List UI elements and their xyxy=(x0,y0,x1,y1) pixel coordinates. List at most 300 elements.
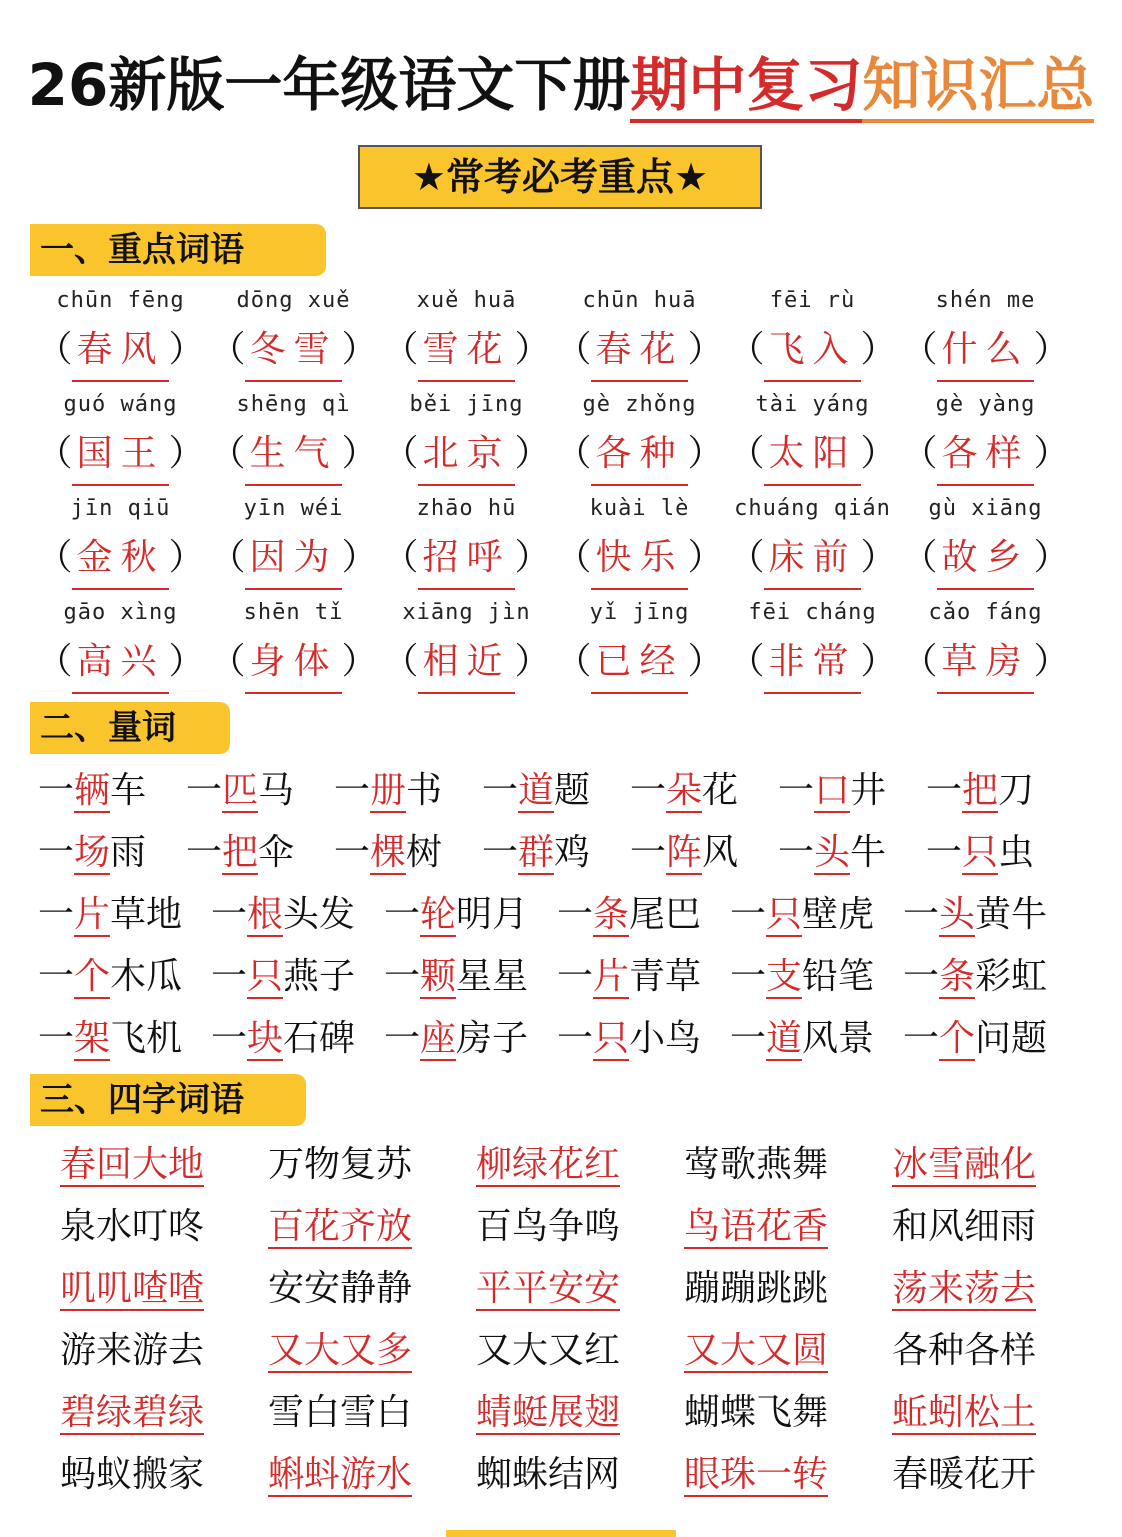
idiom-word: 又大又多 xyxy=(268,1330,413,1371)
paren-left: （ xyxy=(36,537,73,578)
measure-word: 个 xyxy=(74,956,111,997)
measure-noun: 牛 xyxy=(850,832,887,873)
measure-item xyxy=(186,822,334,884)
measure-item xyxy=(38,760,186,822)
four-char-words-grid xyxy=(60,1134,1120,1506)
measure-item xyxy=(384,946,557,1008)
word-answer: 因为 xyxy=(245,528,341,590)
measure-words-list xyxy=(38,760,1098,1070)
idiom-cell xyxy=(892,1134,1100,1196)
word-cell xyxy=(899,386,1072,490)
measure-word: 群 xyxy=(518,832,555,873)
measure-prefix: 一 xyxy=(903,956,940,997)
word-cell xyxy=(553,282,726,386)
measure-item xyxy=(186,760,334,822)
paren-left: （ xyxy=(36,433,73,474)
measure-row xyxy=(38,946,1098,1008)
idiom-word: 蜻蜓展翅 xyxy=(476,1392,621,1433)
measure-prefix: 一 xyxy=(186,770,223,811)
measure-word: 阵 xyxy=(666,832,703,873)
measure-word: 个 xyxy=(939,1018,976,1059)
measure-noun: 问题 xyxy=(975,1018,1048,1059)
word-line xyxy=(553,632,726,692)
pinyin-label: gāo xìng xyxy=(63,600,178,625)
word-cell xyxy=(553,594,726,698)
measure-item xyxy=(630,760,778,822)
measure-word: 只 xyxy=(593,1018,630,1059)
word-line xyxy=(726,632,899,692)
measure-word: 片 xyxy=(74,894,111,935)
pinyin-label: gè yàng xyxy=(935,392,1036,417)
pinyin-label: yǐ jīng xyxy=(589,600,690,625)
idiom-cell xyxy=(268,1320,476,1382)
paren-right: ） xyxy=(514,329,551,370)
word-cell xyxy=(899,594,1072,698)
word-cell xyxy=(34,594,207,698)
idiom-cell xyxy=(684,1320,892,1382)
word-answer: 已经 xyxy=(591,632,687,694)
measure-noun: 风 xyxy=(702,832,739,873)
idiom-cell xyxy=(684,1382,892,1444)
measure-prefix: 一 xyxy=(38,770,75,811)
paren-left: （ xyxy=(36,641,73,682)
pinyin-label: dōng xuě xyxy=(236,288,351,313)
word-line xyxy=(726,424,899,484)
word-line xyxy=(726,528,899,588)
title-part1: 26新版一年级语文下册 xyxy=(27,51,631,119)
idiom-row xyxy=(60,1382,1120,1444)
word-line xyxy=(34,320,207,380)
idiom-word: 安安静静 xyxy=(268,1268,413,1309)
word-line xyxy=(899,632,1072,692)
section2-heading: 二、量词 xyxy=(30,702,230,754)
measure-word: 支 xyxy=(766,956,803,997)
idiom-cell xyxy=(892,1382,1100,1444)
measure-item xyxy=(38,1008,211,1070)
word-line xyxy=(380,424,553,484)
paren-right: ） xyxy=(1033,641,1070,682)
paren-right: ） xyxy=(168,641,205,682)
word-answer: 北京 xyxy=(418,424,514,486)
paren-right: ） xyxy=(514,537,551,578)
measure-noun: 书 xyxy=(406,770,443,811)
measure-row xyxy=(38,884,1098,946)
measure-row xyxy=(38,1008,1098,1070)
pinyin-label: gù xiāng xyxy=(928,496,1043,521)
measure-noun: 鸡 xyxy=(554,832,591,873)
idiom-cell xyxy=(476,1196,684,1258)
measure-noun: 伞 xyxy=(258,832,295,873)
idiom-row xyxy=(60,1134,1120,1196)
paren-right: ） xyxy=(341,641,378,682)
paren-left: （ xyxy=(382,641,419,682)
measure-noun: 黄牛 xyxy=(975,894,1048,935)
measure-noun: 车 xyxy=(110,770,147,811)
measure-prefix: 一 xyxy=(903,1018,940,1059)
word-row xyxy=(34,490,1094,594)
word-line xyxy=(34,632,207,692)
paren-right: ） xyxy=(860,433,897,474)
measure-noun: 石碑 xyxy=(283,1018,356,1059)
measure-word: 只 xyxy=(962,832,999,873)
word-answer: 春花 xyxy=(591,320,687,382)
measure-noun: 头发 xyxy=(283,894,356,935)
idiom-row xyxy=(60,1444,1120,1506)
idiom-word: 游来游去 xyxy=(60,1330,205,1371)
measure-word: 匹 xyxy=(222,770,259,811)
measure-item xyxy=(334,760,482,822)
measure-prefix: 一 xyxy=(38,1018,75,1059)
measure-noun: 虫 xyxy=(998,832,1035,873)
word-answer: 国王 xyxy=(72,424,168,486)
measure-prefix: 一 xyxy=(557,1018,594,1059)
pinyin-label: shén me xyxy=(935,288,1036,313)
idiom-cell xyxy=(476,1258,684,1320)
word-cell xyxy=(207,282,380,386)
measure-item xyxy=(903,946,1076,1008)
word-line xyxy=(899,528,1072,588)
idiom-cell xyxy=(684,1444,892,1506)
paren-left: （ xyxy=(901,329,938,370)
idiom-word: 各种各样 xyxy=(892,1330,1037,1371)
idiom-cell xyxy=(892,1320,1100,1382)
word-cell xyxy=(553,490,726,594)
pinyin-label: cǎo fáng xyxy=(928,600,1043,625)
key-points-badge: ★常考必考重点★ xyxy=(358,145,762,209)
measure-word: 轮 xyxy=(420,894,457,935)
word-answer: 草房 xyxy=(937,632,1033,694)
measure-prefix: 一 xyxy=(926,832,963,873)
measure-word: 头 xyxy=(939,894,976,935)
word-line xyxy=(899,424,1072,484)
paren-right: ） xyxy=(514,641,551,682)
word-answer: 生气 xyxy=(245,424,341,486)
pinyin-label: jīn qiū xyxy=(70,496,171,521)
measure-prefix: 一 xyxy=(211,894,248,935)
measure-row xyxy=(38,760,1098,822)
idiom-word: 叽叽喳喳 xyxy=(60,1268,205,1309)
paren-right: ） xyxy=(860,537,897,578)
paren-right: ） xyxy=(168,433,205,474)
pinyin-label: fēi cháng xyxy=(748,600,877,625)
word-cell xyxy=(207,594,380,698)
measure-noun: 刀 xyxy=(998,770,1035,811)
idiom-word: 蜘蛛结网 xyxy=(476,1454,621,1495)
word-cell xyxy=(553,386,726,490)
idiom-cell xyxy=(476,1444,684,1506)
paren-left: （ xyxy=(555,641,592,682)
measure-item xyxy=(211,1008,384,1070)
measure-item xyxy=(903,884,1076,946)
idiom-word: 冰雪融化 xyxy=(892,1144,1037,1185)
pinyin-label: fēi rù xyxy=(769,288,856,313)
pinyin-label: guó wáng xyxy=(63,392,178,417)
measure-word: 道 xyxy=(766,1018,803,1059)
pinyin-label: xiāng jìn xyxy=(402,600,531,625)
measure-prefix: 一 xyxy=(778,770,815,811)
measure-item xyxy=(630,822,778,884)
measure-word: 块 xyxy=(247,1018,284,1059)
measure-item xyxy=(482,822,630,884)
paren-right: ） xyxy=(687,537,724,578)
word-answer: 故乡 xyxy=(937,528,1033,590)
word-answer: 各样 xyxy=(937,424,1033,486)
measure-prefix: 一 xyxy=(557,956,594,997)
word-cell xyxy=(899,490,1072,594)
measure-prefix: 一 xyxy=(211,956,248,997)
idiom-cell xyxy=(268,1444,476,1506)
word-row xyxy=(34,594,1094,698)
measure-noun: 马 xyxy=(258,770,295,811)
measure-noun: 壁虎 xyxy=(802,894,875,935)
measure-prefix: 一 xyxy=(211,1018,248,1059)
measure-word: 条 xyxy=(939,956,976,997)
paren-right: ） xyxy=(860,329,897,370)
idiom-cell xyxy=(684,1134,892,1196)
word-cell xyxy=(34,282,207,386)
idiom-word: 泉水叮咚 xyxy=(60,1206,205,1247)
word-cell xyxy=(726,594,899,698)
word-answer: 飞入 xyxy=(764,320,860,382)
idiom-cell xyxy=(60,1196,268,1258)
measure-item xyxy=(778,822,926,884)
measure-prefix: 一 xyxy=(334,832,371,873)
word-cell xyxy=(380,594,553,698)
word-answer: 什么 xyxy=(937,320,1033,382)
idiom-word: 又大又圆 xyxy=(684,1330,829,1371)
measure-item xyxy=(926,760,1074,822)
word-line xyxy=(380,528,553,588)
idiom-word: 平平安安 xyxy=(476,1268,621,1309)
measure-prefix: 一 xyxy=(730,894,767,935)
idiom-word: 蝴蝶飞舞 xyxy=(684,1392,829,1433)
idiom-cell xyxy=(268,1258,476,1320)
word-answer: 太阳 xyxy=(764,424,860,486)
idiom-word: 鸟语花香 xyxy=(684,1206,829,1247)
measure-word: 座 xyxy=(420,1018,457,1059)
measure-word: 架 xyxy=(74,1018,111,1059)
measure-word: 颗 xyxy=(420,956,457,997)
word-answer: 相近 xyxy=(418,632,514,694)
word-cell xyxy=(899,282,1072,386)
measure-prefix: 一 xyxy=(384,1018,421,1059)
word-line xyxy=(34,424,207,484)
word-line xyxy=(207,320,380,380)
measure-item xyxy=(778,760,926,822)
measure-prefix: 一 xyxy=(38,894,75,935)
paren-left: （ xyxy=(36,329,73,370)
measure-prefix: 一 xyxy=(384,894,421,935)
measure-prefix: 一 xyxy=(630,832,667,873)
word-answer: 非常 xyxy=(764,632,860,694)
pinyin-label: shēng qì xyxy=(236,392,351,417)
paren-left: （ xyxy=(555,329,592,370)
measure-noun: 草地 xyxy=(110,894,183,935)
key-words-grid xyxy=(34,282,1094,698)
word-line xyxy=(207,528,380,588)
measure-noun: 燕子 xyxy=(283,956,356,997)
paren-right: ） xyxy=(341,433,378,474)
measure-prefix: 一 xyxy=(38,832,75,873)
pinyin-label: shēn tǐ xyxy=(243,600,344,625)
measure-word: 只 xyxy=(247,956,284,997)
idiom-word: 又大又红 xyxy=(476,1330,621,1371)
word-cell xyxy=(207,386,380,490)
paren-right: ） xyxy=(1033,329,1070,370)
idiom-word: 莺歌燕舞 xyxy=(684,1144,829,1185)
idiom-row xyxy=(60,1258,1120,1320)
idiom-word: 眼珠一转 xyxy=(684,1454,829,1495)
word-answer: 金秋 xyxy=(72,528,168,590)
measure-word: 条 xyxy=(593,894,630,935)
word-row xyxy=(34,386,1094,490)
word-line xyxy=(899,320,1072,380)
pinyin-label: chūn huā xyxy=(582,288,697,313)
measure-noun: 房子 xyxy=(456,1018,529,1059)
measure-item xyxy=(384,884,557,946)
measure-noun: 飞机 xyxy=(110,1018,183,1059)
measure-prefix: 一 xyxy=(926,770,963,811)
word-answer: 招呼 xyxy=(418,528,514,590)
measure-noun: 彩虹 xyxy=(975,956,1048,997)
paren-right: ） xyxy=(168,329,205,370)
measure-item xyxy=(903,1008,1076,1070)
pinyin-label: tài yáng xyxy=(755,392,870,417)
word-cell xyxy=(726,282,899,386)
measure-item xyxy=(730,946,903,1008)
measure-prefix: 一 xyxy=(482,832,519,873)
word-answer: 雪花 xyxy=(418,320,514,382)
idiom-word: 碧绿碧绿 xyxy=(60,1392,205,1433)
idiom-word: 春回大地 xyxy=(60,1144,205,1185)
idiom-word: 蚂蚁搬家 xyxy=(60,1454,205,1495)
paren-right: ） xyxy=(168,537,205,578)
measure-noun: 星星 xyxy=(456,956,529,997)
measure-noun: 青草 xyxy=(629,956,702,997)
paren-right: ） xyxy=(341,329,378,370)
word-line xyxy=(207,632,380,692)
measure-item xyxy=(730,884,903,946)
pinyin-label: chūn fēng xyxy=(56,288,185,313)
idiom-word: 百花齐放 xyxy=(268,1206,413,1247)
word-line xyxy=(380,632,553,692)
pinyin-label: chuáng qián xyxy=(734,496,891,521)
word-row xyxy=(34,282,1094,386)
word-cell xyxy=(726,386,899,490)
word-cell xyxy=(34,490,207,594)
idiom-cell xyxy=(268,1134,476,1196)
idiom-cell xyxy=(60,1320,268,1382)
idiom-cell xyxy=(476,1382,684,1444)
idiom-cell xyxy=(684,1258,892,1320)
paren-right: ） xyxy=(341,537,378,578)
measure-prefix: 一 xyxy=(38,956,75,997)
measure-prefix: 一 xyxy=(334,770,371,811)
paren-left: （ xyxy=(209,433,246,474)
measure-row xyxy=(38,822,1098,884)
idiom-cell xyxy=(476,1134,684,1196)
paren-left: （ xyxy=(901,641,938,682)
measure-item xyxy=(211,884,384,946)
pinyin-label: gè zhǒng xyxy=(582,392,697,417)
paren-left: （ xyxy=(555,537,592,578)
word-answer: 床前 xyxy=(764,528,860,590)
measure-item xyxy=(730,1008,903,1070)
measure-prefix: 一 xyxy=(186,832,223,873)
paren-left: （ xyxy=(901,537,938,578)
section3-heading: 三、四字词语 xyxy=(30,1074,306,1126)
measure-prefix: 一 xyxy=(384,956,421,997)
idiom-cell xyxy=(268,1382,476,1444)
measure-item xyxy=(334,822,482,884)
idiom-word: 春暖花开 xyxy=(892,1454,1037,1495)
pinyin-label: yīn wéi xyxy=(243,496,344,521)
pinyin-label: kuài lè xyxy=(589,496,690,521)
bottom-bar xyxy=(446,1530,676,1537)
paren-left: （ xyxy=(382,433,419,474)
measure-item xyxy=(557,884,730,946)
word-line xyxy=(553,320,726,380)
paren-right: ） xyxy=(1033,433,1070,474)
word-answer: 高兴 xyxy=(72,632,168,694)
paren-right: ） xyxy=(860,641,897,682)
idiom-cell xyxy=(60,1134,268,1196)
measure-item xyxy=(557,946,730,1008)
paren-left: （ xyxy=(555,433,592,474)
measure-item xyxy=(38,884,211,946)
measure-noun: 题 xyxy=(554,770,591,811)
measure-word: 场 xyxy=(74,832,111,873)
measure-noun: 尾巴 xyxy=(629,894,702,935)
measure-prefix: 一 xyxy=(903,894,940,935)
paren-left: （ xyxy=(382,537,419,578)
paren-left: （ xyxy=(209,329,246,370)
measure-prefix: 一 xyxy=(557,894,594,935)
idiom-cell xyxy=(60,1382,268,1444)
measure-noun: 明月 xyxy=(456,894,529,935)
paren-right: ） xyxy=(687,641,724,682)
word-line xyxy=(207,424,380,484)
paren-left: （ xyxy=(209,537,246,578)
measure-word: 道 xyxy=(518,770,555,811)
measure-noun: 井 xyxy=(850,770,887,811)
word-cell xyxy=(380,386,553,490)
paren-left: （ xyxy=(901,433,938,474)
measure-word: 棵 xyxy=(370,832,407,873)
measure-prefix: 一 xyxy=(730,1018,767,1059)
paren-left: （ xyxy=(209,641,246,682)
measure-noun: 花 xyxy=(702,770,739,811)
idiom-row xyxy=(60,1196,1120,1258)
measure-word: 口 xyxy=(814,770,851,811)
title-part3: 知识汇总 xyxy=(862,51,1094,123)
idiom-row xyxy=(60,1320,1120,1382)
measure-item xyxy=(38,822,186,884)
idiom-word: 蝌蚪游水 xyxy=(268,1454,413,1495)
measure-item xyxy=(557,1008,730,1070)
measure-item xyxy=(211,946,384,1008)
word-line xyxy=(553,528,726,588)
word-line xyxy=(553,424,726,484)
paren-right: ） xyxy=(687,329,724,370)
measure-word: 根 xyxy=(247,894,284,935)
word-line xyxy=(726,320,899,380)
measure-word: 朵 xyxy=(666,770,703,811)
paren-left: （ xyxy=(728,641,765,682)
idiom-word: 荡来荡去 xyxy=(892,1268,1037,1309)
idiom-cell xyxy=(60,1444,268,1506)
measure-word: 辆 xyxy=(74,770,111,811)
